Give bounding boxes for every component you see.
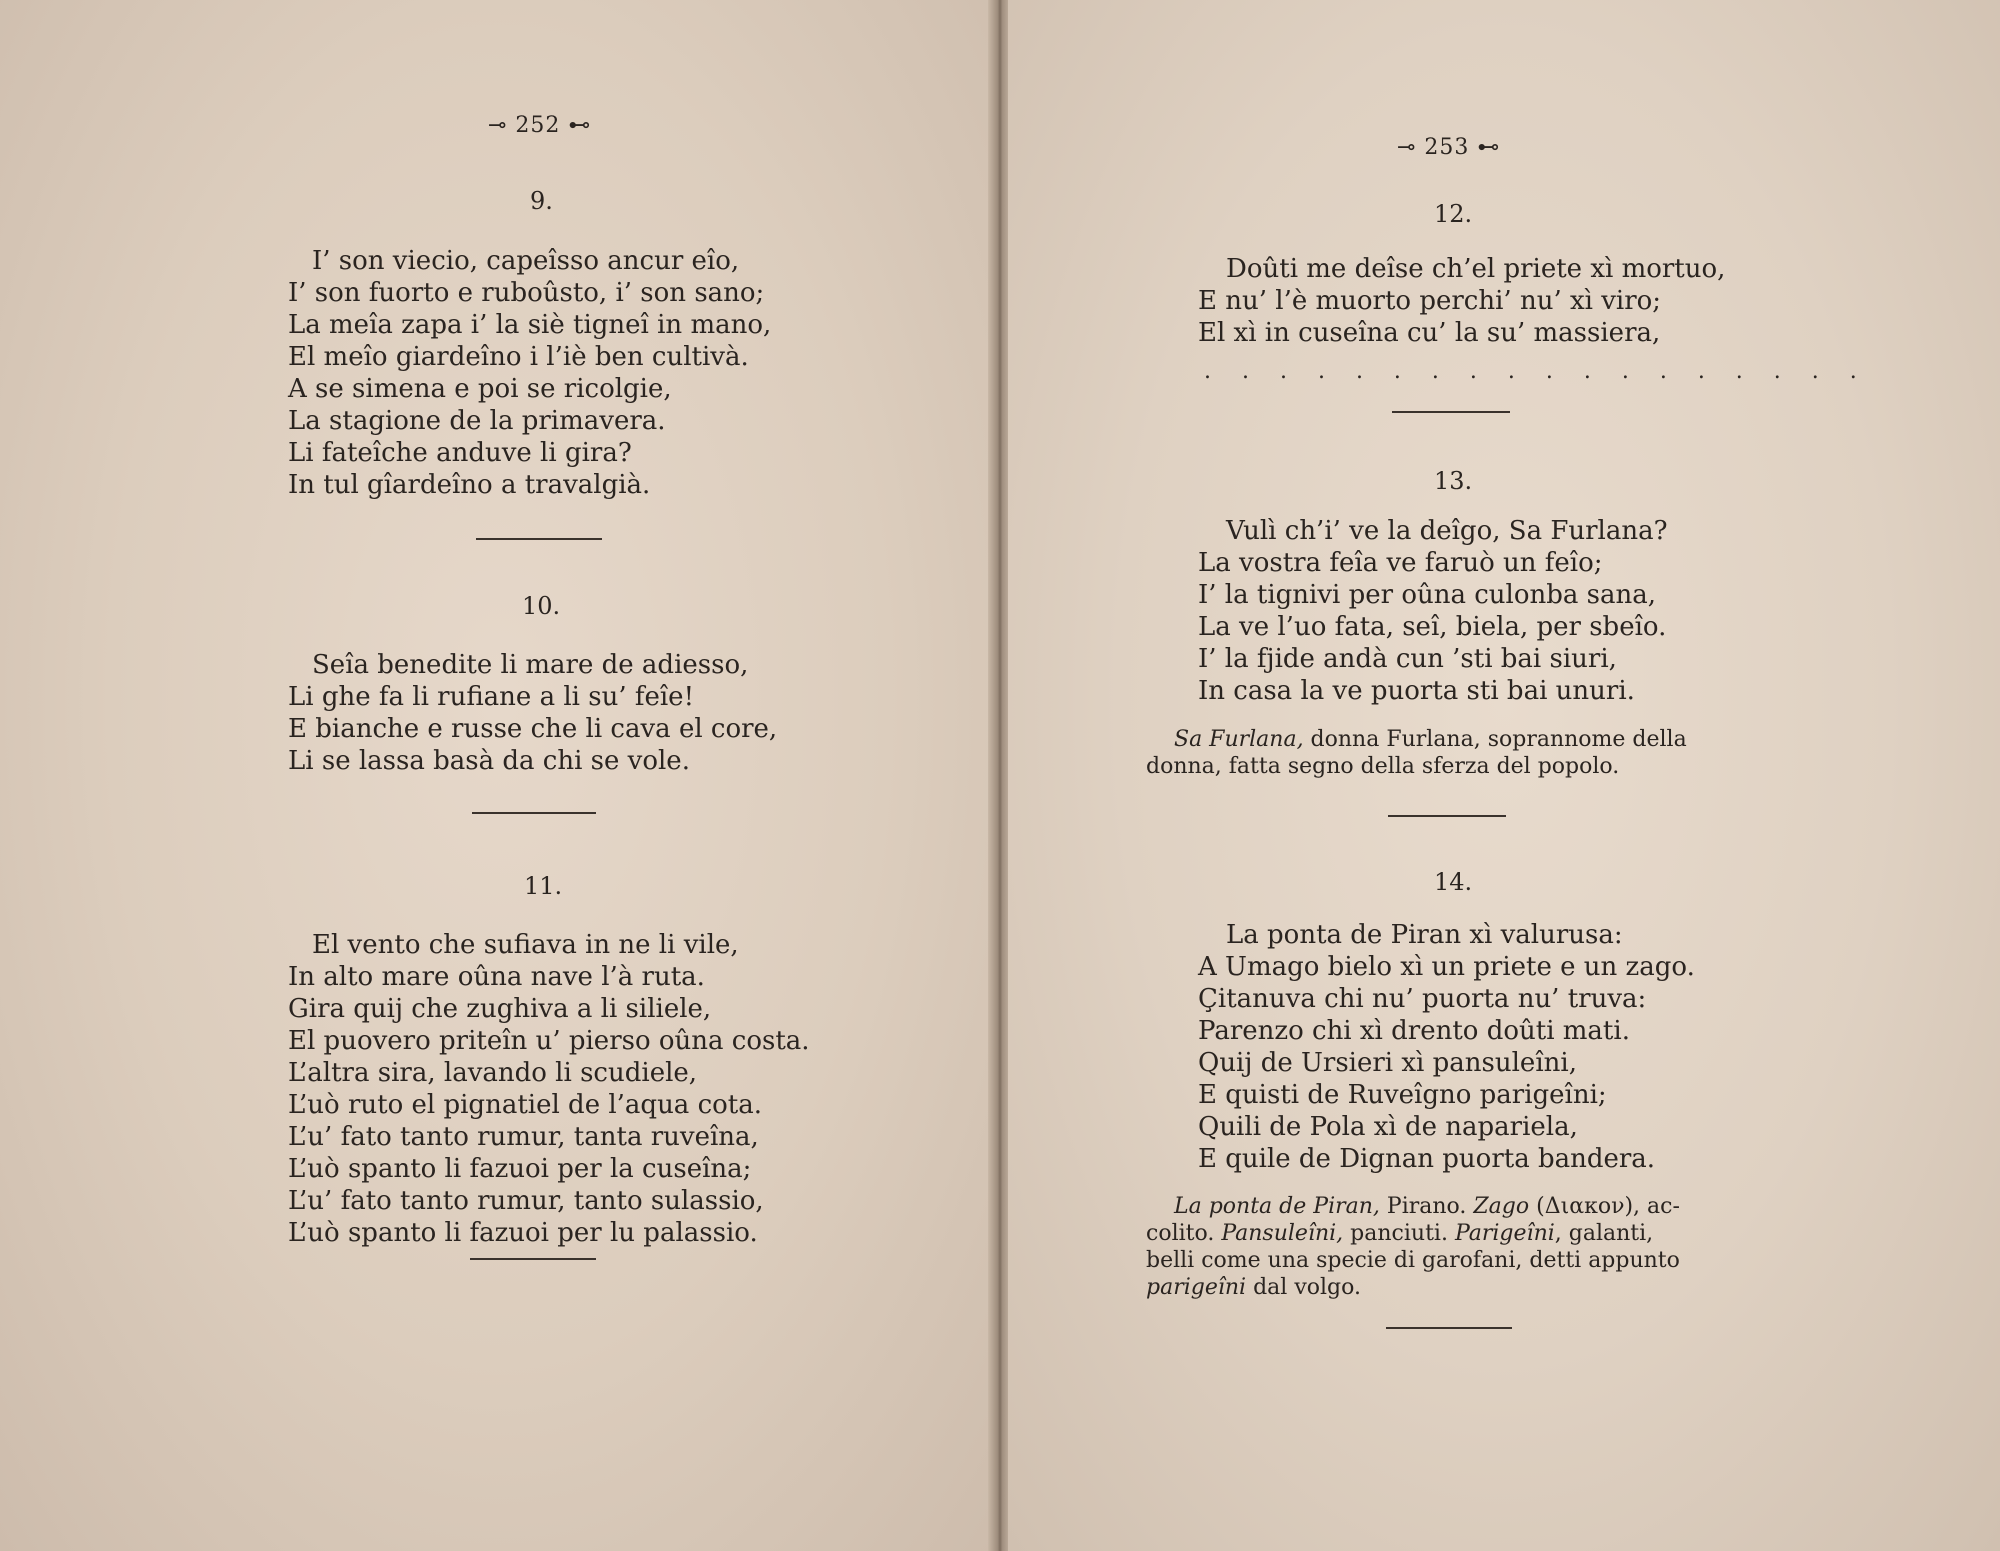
verse-line: A Umago bielo xì un priete e un zago. — [1198, 952, 1695, 982]
verse-line: E quile de Dignan puorta bandera. — [1198, 1144, 1656, 1174]
verse-line: Çitanuva chi nu’ puorta nu’ truva: — [1198, 984, 1647, 1014]
verse-line: L’u’ fato tanto rumur, tanto sulassio, — [288, 1186, 764, 1216]
verse-line: L’altra sira, lavando li scudiele, — [288, 1058, 698, 1088]
verse-line: Quili de Pola xì de napariela, — [1198, 1112, 1578, 1142]
footnote-text: dal volgo. — [1246, 1275, 1361, 1300]
footnote-text: (Διακον), ac- — [1529, 1194, 1680, 1219]
verse-line: L’uò spanto li fazuoi per lu palassio. — [288, 1218, 758, 1248]
section-number: 13. — [1434, 467, 1473, 495]
verse-line: I’ la fjide andà cun ’sti bai siuri, — [1198, 644, 1617, 674]
section-number: 9. — [530, 187, 553, 215]
verse-line: Seîa benedite li mare de adiesso, — [312, 650, 749, 680]
footnote-text: colito. — [1146, 1221, 1222, 1246]
section-number: 10. — [522, 592, 561, 620]
verse-line: Vulì ch’i’ ve la deîgo, Sa Furlana? — [1226, 516, 1668, 546]
verse-line: Quij de Ursieri xì pansuleîni, — [1198, 1048, 1577, 1078]
footnote-line — [1146, 1220, 1653, 1247]
verse-line: Gira quij che zughiva a li siliele, — [288, 994, 712, 1024]
section-number: 11. — [524, 872, 563, 900]
footnote-text: Pirano. — [1379, 1194, 1474, 1219]
verse-line: A se simena e poi se ricolgie, — [288, 374, 672, 404]
section-divider — [1386, 1327, 1512, 1329]
verse-line: El puovero priteîn u’ pierso oûna costa. — [288, 1026, 810, 1056]
footnote-term: Sa Furlana, — [1174, 727, 1304, 752]
verse-line: La ve l’uo fata, seî, biela, per sbeîo. — [1198, 612, 1667, 642]
verse-line: La stagione de la primavera. — [288, 406, 666, 436]
verse-line: In tul gîardeîno a travalgià. — [288, 470, 651, 500]
section-divider — [1388, 815, 1506, 817]
verse-line: El meîo giardeîno i l’iè ben cultivà. — [288, 342, 749, 372]
page-number: ⊸ 253 ⊷ — [1397, 135, 1501, 160]
verse-line: I’ son fuorto e ruboûsto, i’ son sano; — [288, 278, 765, 308]
section-divider — [1392, 411, 1510, 413]
section-number: 14. — [1434, 868, 1473, 896]
footnote-term: Parigeîni — [1454, 1221, 1555, 1246]
verse-line: I’ son viecio, capeîsso ancur eîo, — [312, 246, 740, 276]
verse-line: In alto mare oûna nave l’à ruta. — [288, 962, 705, 992]
verse-line: I’ la tignivi per oûna culonba sana, — [1198, 580, 1657, 610]
verse-line: La meîa zapa i’ la siè tigneî in mano, — [288, 310, 772, 340]
verse-line: La vostra feîa ve faruò un feîo; — [1198, 548, 1603, 578]
footnote-term: parigeîni — [1146, 1275, 1247, 1300]
section-divider — [470, 1258, 596, 1260]
ellipsis-line: . . . . . . . . . . . . . . . . . . — [1204, 359, 1869, 384]
footnote-line — [1174, 1193, 1680, 1220]
verse-line: E nu’ l’è muorto perchi’ nu’ xì viro; — [1198, 286, 1662, 316]
section-divider — [476, 538, 602, 540]
verse-line: Li fateîche anduve li gira? — [288, 438, 632, 468]
footnote-term: Pansuleîni, — [1221, 1221, 1344, 1246]
verse-line: El vento che sufiava in ne li vile, — [312, 930, 739, 960]
footnote-text: donna Furlana, soprannome della — [1303, 727, 1687, 752]
verse-line: Li se lassa basà da chi se vole. — [288, 746, 690, 776]
verse-line: L’uò spanto li fazuoi per la cuseîna; — [288, 1154, 752, 1184]
verse-line: La ponta de Piran xì valurusa: — [1226, 920, 1623, 950]
verse-line: Parenzo chi xì drento doûti mati. — [1198, 1016, 1630, 1046]
verse-line: E quisti de Ruveîgno parigeîni; — [1198, 1080, 1607, 1110]
footnote — [1174, 726, 1687, 753]
footnote-term: La ponta de Piran, — [1174, 1194, 1380, 1219]
section-number: 12. — [1434, 200, 1473, 228]
footnote-line: donna, fatta segno della sferza del popolo. — [1146, 754, 1620, 779]
footnote-line — [1146, 1274, 1361, 1301]
footnote-term: Zago — [1473, 1194, 1530, 1219]
footnote-line: belli come una specie di garofani, detti appunto — [1146, 1248, 1680, 1273]
verse-line: Li ghe fa li rufiane a li su’ feîe! — [288, 682, 695, 712]
verse-line: L’u’ fato tanto rumur, tanta ruveîna, — [288, 1122, 759, 1152]
verse-line: L’uò ruto el pignatiel de l’aqua cota. — [288, 1090, 763, 1120]
verse-line: In casa la ve puorta sti bai unuri. — [1198, 676, 1635, 706]
page-number: ⊸ 252 ⊷ — [488, 113, 592, 138]
verse-line: Doûti me deîse ch’el priete xì mortuo, — [1226, 254, 1726, 284]
footnote-text: panciuti. — [1343, 1221, 1455, 1246]
footnote-text: , galanti, — [1554, 1221, 1654, 1246]
right-page — [1008, 0, 2000, 1551]
verse-line: E bianche e russe che li cava el core, — [288, 714, 778, 744]
verse-line: El xì in cuseîna cu’ la su’ massiera, — [1198, 318, 1661, 348]
section-divider — [472, 812, 596, 814]
